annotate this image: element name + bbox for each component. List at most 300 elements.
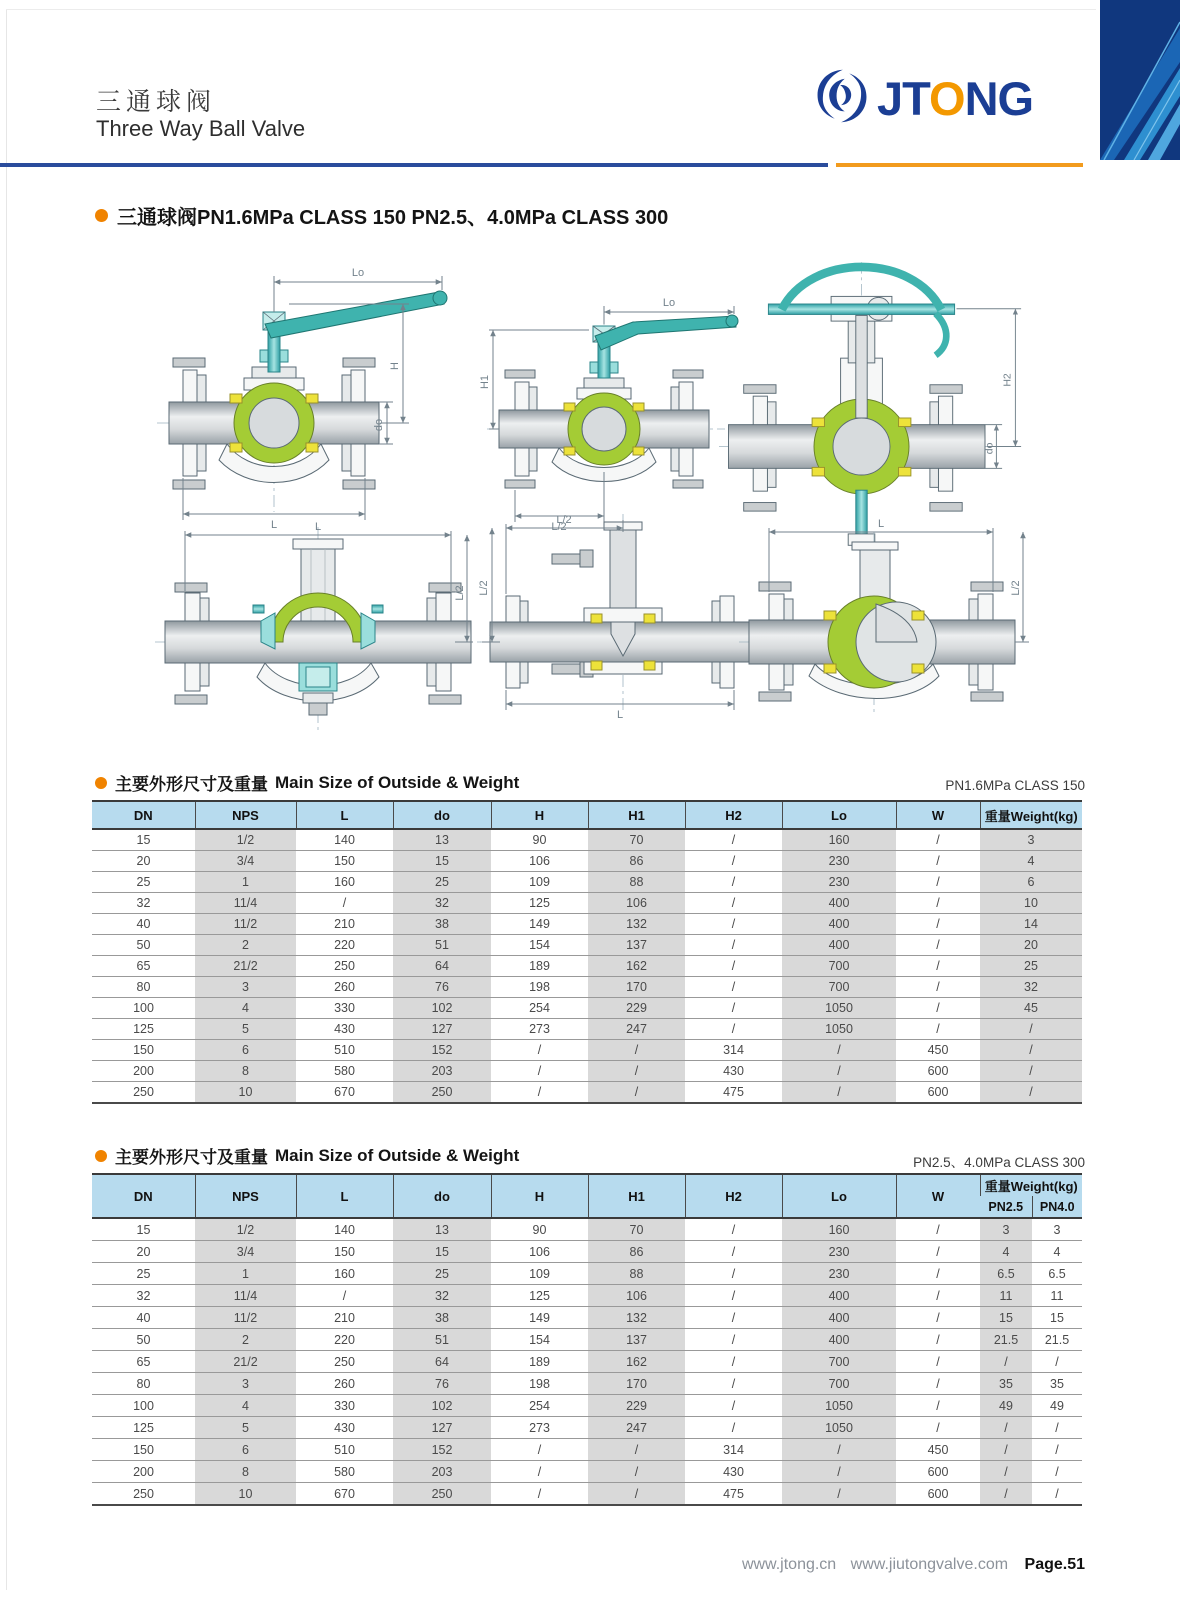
table-cell: / [896,1263,980,1285]
table-row [92,1461,1082,1483]
table-cell: 125 [491,893,588,914]
table-cell: / [685,935,782,956]
table-cell: / [896,935,980,956]
table-cell: 700 [782,1351,896,1373]
table-cell: 510 [296,1040,393,1061]
table-cell: 15 [92,1218,195,1241]
table-cell: 3 [980,829,1082,851]
table-cell: / [685,1241,782,1263]
table-cell: / [685,977,782,998]
table-cell: 600 [896,1082,980,1104]
dim-label-lo: Lo [662,297,676,309]
table-cell: / [896,1373,980,1395]
table-cell: / [491,1461,588,1483]
table-cell: 475 [685,1483,782,1506]
table-row [92,1285,1082,1307]
table-cell: / [1032,1461,1082,1483]
dim-label-l: L [877,518,885,530]
table-row [92,829,1082,851]
bullet-icon [95,1150,107,1162]
table-cell: 90 [491,829,588,851]
page-edge-line [6,9,1096,10]
table-cell: 600 [896,1461,980,1483]
table-cell: 49 [980,1395,1032,1417]
table-cell: 210 [296,914,393,935]
table-cell: 10 [980,893,1082,914]
footer-url-1: www.jtong.cn [741,1556,837,1573]
brand-wordmark [877,69,1033,129]
table-cell: / [782,1461,896,1483]
column-header: H [491,1174,588,1218]
table-row [92,1019,1082,1040]
table2-title-zh: 主要外形尺寸及重量 [115,1148,268,1167]
table-cell: 247 [588,1019,685,1040]
corner-decoration [1100,0,1180,160]
table-cell: 20 [980,935,1082,956]
table-cell: 314 [685,1040,782,1061]
table-cell: 80 [92,977,195,998]
table-cell: 70 [588,1218,685,1241]
table-cell: 1/2 [195,829,296,851]
table-cell: 200 [92,1461,195,1483]
table-cell: 330 [296,1395,393,1417]
table-cell: 430 [685,1461,782,1483]
table-cell: 400 [782,1329,896,1351]
table-cell: 86 [588,1241,685,1263]
table-cell: 20 [92,1241,195,1263]
table-cell: 152 [393,1439,491,1461]
table-cell: / [1032,1417,1082,1439]
table-cell: 102 [393,1395,491,1417]
table-cell: 160 [782,1218,896,1241]
table-cell: 700 [782,956,896,977]
table-cell: / [782,1061,896,1082]
table-cell: / [896,1019,980,1040]
table-cell: 127 [393,1417,491,1439]
table-cell: / [1032,1483,1082,1506]
valve-drawing-top-view-1 [155,521,481,731]
table-cell: 2 [195,1329,296,1351]
table-cell: 4 [1032,1241,1082,1263]
table-cell: 32 [393,893,491,914]
table-row [92,1483,1082,1506]
table-cell: / [296,893,393,914]
column-header: Lo [782,801,896,829]
section-heading [95,201,668,230]
table-cell: 247 [588,1417,685,1439]
dim-label-do: do [373,418,385,432]
table-cell: 40 [92,914,195,935]
table-cell: 25 [980,956,1082,977]
table-cell: 88 [588,1263,685,1285]
table-cell: 1/2 [195,1218,296,1241]
table-cell: 6 [980,872,1082,893]
table-cell: 400 [782,893,896,914]
table-cell: / [980,1019,1082,1040]
table-cell: 70 [588,829,685,851]
table-cell: / [1032,1351,1082,1373]
table-cell: 314 [685,1439,782,1461]
table-cell: / [685,1285,782,1307]
table-cell: / [588,1040,685,1061]
table-cell: / [896,914,980,935]
page-title-english: Three Way Ball Valve [96,116,306,141]
table-row [92,1241,1082,1263]
table-cell: 3/4 [195,1241,296,1263]
table-cell: / [980,1040,1082,1061]
table-cell: / [896,1307,980,1329]
table-cell: 8 [195,1461,296,1483]
table-cell: 125 [491,1285,588,1307]
table-cell: 137 [588,935,685,956]
table-row [92,977,1082,998]
table-cell: 162 [588,1351,685,1373]
table-cell: 250 [92,1082,195,1104]
table-cell: 154 [491,1329,588,1351]
table-cell: 5 [195,1019,296,1040]
table-cell: 189 [491,1351,588,1373]
table-cell: 400 [782,1285,896,1307]
table-cell: / [491,1040,588,1061]
header-rule-orange [836,163,1083,167]
page-edge-line [6,10,7,1590]
table-cell: / [896,956,980,977]
column-header: W [896,801,980,829]
dim-label-l-half: L/2 [478,580,490,596]
dim-label-h: H [389,362,401,370]
table-cell: / [685,998,782,1019]
table-cell: 102 [393,998,491,1019]
table-cell: 254 [491,1395,588,1417]
table-cell: 6.5 [980,1263,1032,1285]
table-cell: / [588,1439,685,1461]
table-cell: 600 [896,1061,980,1082]
table-cell: 1 [195,872,296,893]
table-cell: 90 [491,1218,588,1241]
table-cell: 580 [296,1061,393,1082]
table-cell: 35 [980,1373,1032,1395]
table-cell: 127 [393,1019,491,1040]
table-cell: / [782,1082,896,1104]
column-header: W [896,1174,980,1218]
table-row [92,956,1082,977]
table-cell: 15 [1032,1307,1082,1329]
table-cell: / [588,1483,685,1506]
column-header: H1 [588,1174,685,1218]
table-cell: 4 [195,1395,296,1417]
main-size-table-pn25-40-class300 [92,1173,1082,1506]
table-cell: / [782,1439,896,1461]
table-cell: 3 [980,1218,1032,1241]
table-cell: 25 [92,1263,195,1285]
table-cell: 450 [896,1040,980,1061]
table-cell: 430 [296,1417,393,1439]
table-cell: / [896,1285,980,1307]
table-cell: 100 [92,998,195,1019]
table-cell: 189 [491,956,588,977]
table-cell: 6 [195,1040,296,1061]
table-row [92,1218,1082,1241]
table-cell: 475 [685,1082,782,1104]
table-cell: 198 [491,1373,588,1395]
table-cell: / [980,1061,1082,1082]
table-cell: 160 [296,872,393,893]
dim-label-l: L [314,521,322,533]
table1-header [92,801,1082,829]
table-cell: / [896,998,980,1019]
table-cell: 170 [588,977,685,998]
table-cell: 32 [92,893,195,914]
table-cell: 132 [588,1307,685,1329]
table-cell: 38 [393,1307,491,1329]
dim-label-l: L [616,709,624,721]
table-row [92,1395,1082,1417]
table2-header [92,1174,1082,1218]
table-cell: 400 [782,914,896,935]
column-header: H2 [685,1174,782,1218]
table-cell: / [980,1351,1032,1373]
table-cell: / [980,1483,1032,1506]
column-header: NPS [195,1174,296,1218]
table-cell: 580 [296,1461,393,1483]
dim-label-do: do [984,442,996,455]
table-cell: 230 [782,851,896,872]
table-cell: 230 [782,872,896,893]
brand-letters: NG [964,71,1034,125]
table-cell: 254 [491,998,588,1019]
table-cell: 88 [588,872,685,893]
table-row [92,1263,1082,1285]
table-cell: 160 [296,1263,393,1285]
table-cell: 21/2 [195,1351,296,1373]
table-cell: / [980,1417,1032,1439]
table-cell: 149 [491,1307,588,1329]
page-number: Page.51 [1024,1556,1085,1573]
table-cell: / [896,872,980,893]
table-cell: 250 [393,1483,491,1506]
valve-drawing-top-view-2 [478,514,760,721]
table-row [92,1307,1082,1329]
table-row [92,851,1082,872]
footer-url-2: www.jiutongvalve.com [850,1556,1009,1573]
column-header: PN4.0 [1032,1196,1082,1218]
table-cell: / [896,1351,980,1373]
column-header: H1 [588,801,685,829]
table-cell: 11 [980,1285,1032,1307]
table-cell: / [685,893,782,914]
table-cell: / [685,1263,782,1285]
table-cell: 3 [1032,1218,1082,1241]
table-cell: 15 [393,851,491,872]
table-cell: 6 [195,1439,296,1461]
brand-letter-o: O [929,71,965,125]
table-cell: 150 [296,1241,393,1263]
table-cell: 51 [393,935,491,956]
column-header: L [296,801,393,829]
table-cell: 1 [195,1263,296,1285]
dim-label-h2: H2 [1002,373,1014,387]
dim-label-l-half: L/2 [1010,580,1022,596]
valve-drawing-front-lever [157,267,447,531]
table-cell: / [685,1417,782,1439]
table-cell: 700 [782,1373,896,1395]
table-cell: 198 [491,977,588,998]
table-cell: 2 [195,935,296,956]
table-cell: 273 [491,1019,588,1040]
table2-body [92,1218,1082,1505]
table-cell: 229 [588,998,685,1019]
table-row [92,1061,1082,1082]
table-cell: 450 [896,1439,980,1461]
table-cell: / [980,1082,1082,1104]
table-cell: 203 [393,1461,491,1483]
table-cell: 10 [195,1483,296,1506]
valve-drawing-front-short-lever [479,297,738,533]
dim-label-l-half: L/2 [551,521,567,533]
table-cell: 106 [588,893,685,914]
table-cell: 10 [195,1082,296,1104]
table-cell: / [685,1395,782,1417]
table-cell: 200 [92,1061,195,1082]
table-cell: / [685,914,782,935]
table1-body [92,829,1082,1103]
column-header: H [491,801,588,829]
table-cell: 250 [296,956,393,977]
table-cell: 229 [588,1395,685,1417]
dim-label-lo: Lo [351,267,365,279]
table-cell: 430 [296,1019,393,1040]
table-cell: 109 [491,872,588,893]
table-cell: 100 [92,1395,195,1417]
table-cell: / [491,1439,588,1461]
table-cell: 25 [92,872,195,893]
table-cell: 50 [92,1329,195,1351]
table-cell: 140 [296,1218,393,1241]
table-cell: / [491,1061,588,1082]
table-row [92,998,1082,1019]
table2-pressure-note: PN2.5、4.0MPa CLASS 300 [913,1155,1085,1170]
table-cell: / [685,1218,782,1241]
table-cell: 150 [92,1439,195,1461]
brand-letters: JT [877,71,929,125]
table-cell: 64 [393,1351,491,1373]
table-row [92,1373,1082,1395]
table-cell: / [896,1395,980,1417]
table-cell: 140 [296,829,393,851]
table-cell: 170 [588,1373,685,1395]
table-row [92,1040,1082,1061]
table2-title-en: Main Size of Outside & Weight [275,1145,520,1165]
table-cell: 150 [296,851,393,872]
table-cell: / [296,1285,393,1307]
table1-pressure-note: PN1.6MPa CLASS 150 [945,778,1085,793]
table-cell: 125 [92,1417,195,1439]
table-cell: 15 [980,1307,1032,1329]
table-cell: 25 [393,872,491,893]
table-cell: 11/4 [195,893,296,914]
table-cell: 25 [393,1263,491,1285]
table-cell: 21.5 [1032,1329,1082,1351]
page-footer [0,1556,1085,1574]
table-cell: / [782,1483,896,1506]
brand-logo [813,66,1033,131]
column-header: L [296,1174,393,1218]
table-cell: 21.5 [980,1329,1032,1351]
table-cell: 1050 [782,1417,896,1439]
table-cell: 1050 [782,1019,896,1040]
table-row [92,1082,1082,1104]
column-header: 重量Weight(kg) [980,801,1082,829]
table-cell: 162 [588,956,685,977]
dim-label-h1: H1 [479,374,491,390]
table-cell: / [980,1461,1032,1483]
column-header: PN2.5 [980,1196,1032,1218]
column-header: Lo [782,1174,896,1218]
table-cell: / [896,977,980,998]
weight-group-header: 重量Weight(kg) [980,1174,1082,1196]
table-cell: 160 [782,829,896,851]
bullet-icon [95,777,107,789]
table-row [92,914,1082,935]
table-cell: 11/2 [195,1307,296,1329]
table-row [92,872,1082,893]
table-cell: 21/2 [195,956,296,977]
table-cell: / [896,1329,980,1351]
table-cell: 230 [782,1241,896,1263]
table-cell: 11/4 [195,1285,296,1307]
dim-label-l: L [270,519,278,531]
section-heading-text: 三通球阀PN1.6MPa CLASS 150 PN2.5、4.0MPa CLASS 300 [117,207,669,229]
table-cell: 5 [195,1417,296,1439]
header-rule-navy [0,163,828,167]
table-cell: 260 [296,977,393,998]
table-cell: 220 [296,1329,393,1351]
column-header: H2 [685,801,782,829]
table-cell: 32 [92,1285,195,1307]
table-cell: 35 [1032,1373,1082,1395]
table-cell: 670 [296,1082,393,1104]
table-cell: 670 [296,1483,393,1506]
table-row [92,1329,1082,1351]
table-cell: 49 [1032,1395,1082,1417]
table-cell: 32 [980,977,1082,998]
table-cell: 600 [896,1483,980,1506]
table-cell: / [896,851,980,872]
table-cell: 137 [588,1329,685,1351]
table-cell: / [685,956,782,977]
table-cell: 64 [393,956,491,977]
table-cell: 203 [393,1061,491,1082]
table-cell: / [896,829,980,851]
table-cell: / [782,1040,896,1061]
valve-technical-drawings [95,250,1085,750]
table-cell: 11/2 [195,914,296,935]
table-cell: 149 [491,914,588,935]
column-header: DN [92,1174,195,1218]
table-cell: 13 [393,1218,491,1241]
table-cell: 400 [782,1307,896,1329]
table-cell: 273 [491,1417,588,1439]
table-cell: 8 [195,1061,296,1082]
table-cell: 106 [588,1285,685,1307]
table-cell: 65 [92,1351,195,1373]
table-cell: / [685,851,782,872]
table1-title-en: Main Size of Outside & Weight [275,772,520,792]
table-cell: / [588,1061,685,1082]
table-cell: 1050 [782,998,896,1019]
table-cell: / [1032,1439,1082,1461]
column-header: do [393,801,491,829]
